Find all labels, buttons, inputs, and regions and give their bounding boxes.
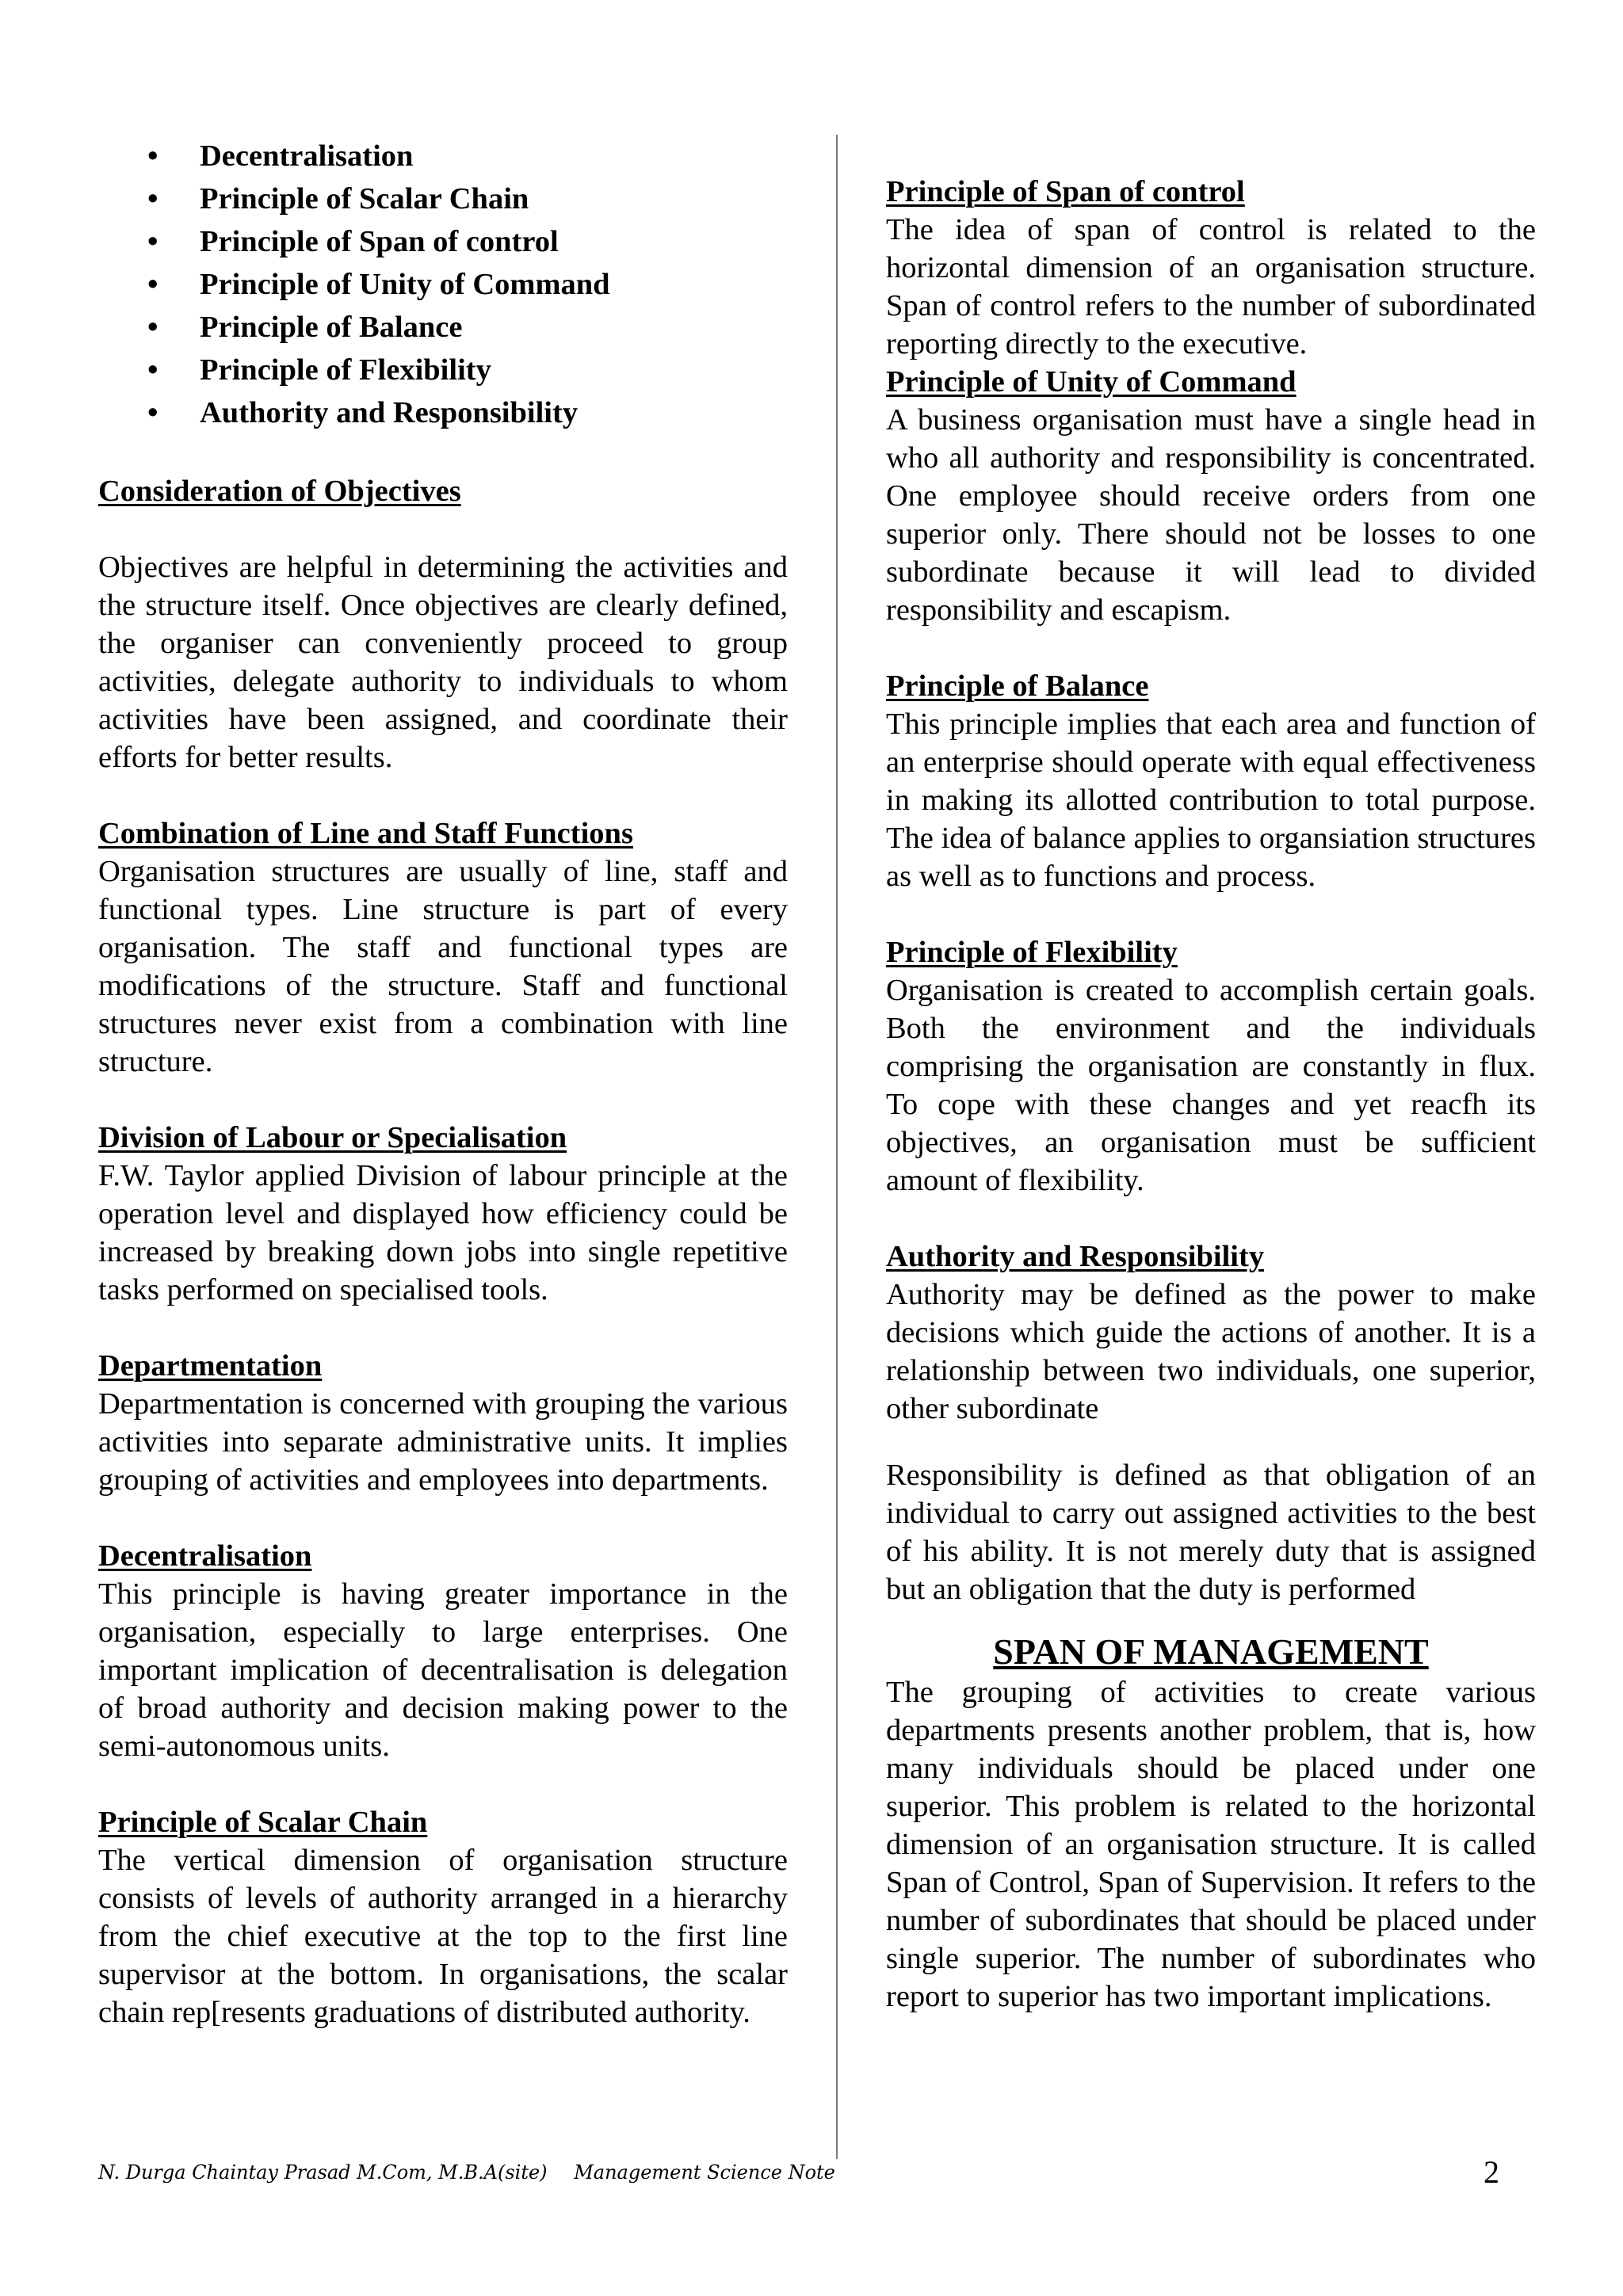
- section-body: A business organisation must have a single head in who all authority and responsibility is concentrated. One employee should receive orders from one superior only. There should not be losses to one subordinate because it will lead to divided responsibility and escapism.: [886, 403, 1536, 627]
- section-body: Organisation structures are usually of line, staff and functional types. Line structure is part of every organisation. The staff and functional types are modifications of the structure. Staff and functional structures never exist from a combination with line structure.: [98, 855, 788, 1078]
- section-body: F.W. Taylor applied Division of labour principle at the operation level and displayed how efficiency could be increased by breaking down jobs into single repetitive tasks performed on specialised tools.: [98, 1159, 788, 1306]
- section-unity-of-command: [886, 363, 1536, 629]
- section-heading: Decentralisation: [98, 1539, 312, 1573]
- section-heading: Principle of Scalar Chain: [98, 1806, 428, 1839]
- section-body: Responsibility is defined as that obligation of an individual to carry out assigned activities to the best of his ability. It is not merely duty that is assigned but an obligation that the duty is performed: [886, 1459, 1536, 1606]
- list-item: • Principle of Span of control: [98, 220, 788, 263]
- page-number: 2: [1484, 2154, 1499, 2190]
- section-heading: Consideration of Objectives: [98, 475, 461, 508]
- footer-course: Management Science Note: [574, 2161, 835, 2183]
- section-division-of-labour: [98, 1119, 788, 1309]
- column-divider: [836, 135, 838, 2159]
- section-body: Authority may be defined as the power to make decisions which guide the actions of another. It is a relationship between two individuals, one superior, other subordinate: [886, 1278, 1536, 1425]
- section-heading: Principle of Span of control: [886, 175, 1245, 208]
- left-column: [98, 135, 788, 2031]
- page-footer: [98, 2161, 856, 2183]
- section-body: This principle is having greater importance in the organisation, especially to large enterprises. One important implication of decentralisation is delegation of broad authority and decision making power to the semi-autonomous units.: [98, 1577, 788, 1763]
- section-heading: Combination of Line and Staff Functions: [98, 817, 633, 850]
- footer-author: N. Durga Chaintay Prasad M.Com, M.B.A(site): [98, 2161, 548, 2183]
- list-item: • Principle of Unity of Command: [98, 263, 788, 306]
- list-item: • Authority and Responsibility: [98, 391, 788, 434]
- section-heading: Authority and Responsibility: [886, 1240, 1265, 1273]
- section-body: Organisation is created to accomplish certain goals. Both the environment and the individuals comprising the organisation are constantly in flux. To cope with these changes and yet reacfh its objectives, an organisation must be sufficient amount of flexibility.: [886, 974, 1536, 1197]
- page-title: SPAN OF MANAGEMENT: [993, 1631, 1429, 1672]
- section-body: This principle implies that each area and function of an enterprise should operate with equal effectiveness in making its allotted contribution to total purpose. The idea of balance applies to organsiation structures as well as to functions and process.: [886, 707, 1536, 893]
- section-body: Objectives are helpful in determining the activities and the structure itself. Once objectives are clearly defined, the organiser can conveniently proceed to group activities, delegate authority to individuals to whom activities have been assigned, and coordinate their efforts for better results.: [98, 551, 788, 774]
- section-departmentation: [98, 1347, 788, 1499]
- right-column: [886, 173, 1536, 2016]
- section-heading: Principle of Balance: [886, 669, 1149, 703]
- section-body: The grouping of activities to create various departments presents another problem, that is, how many individuals should be placed under one superior. This problem is related to the horizontal dimension of an organisation structure. It is called Span of Control, Span of Supervision. It refers to the number of subordinates that should be placed under single superior. The number of subordinates who report to superior has two important implications.: [886, 1676, 1536, 2013]
- section-authority-responsibility: [886, 1238, 1536, 1608]
- section-heading: Principle of Flexibility: [886, 936, 1178, 969]
- section-body: Departmentation is concerned with grouping the various activities into separate administrative units. It implies grouping of activities and employees into departments.: [98, 1387, 788, 1497]
- section-balance: [886, 667, 1536, 895]
- section-span-of-control: [886, 173, 1536, 363]
- list-item: • Principle of Balance: [98, 306, 788, 349]
- list-item: • Principle of Flexibility: [98, 349, 788, 391]
- section-objectives: [98, 472, 788, 776]
- section-decentralisation: [98, 1537, 788, 1765]
- list-item: • Decentralisation: [98, 135, 788, 177]
- section-span-of-management: [886, 1630, 1536, 2016]
- section-body: The idea of span of control is related to the horizontal dimension of an organisation structure. Span of control refers to the number of subordinated reporting directly to the executive.: [886, 213, 1536, 360]
- section-heading: Division of Labour or Specialisation: [98, 1121, 567, 1154]
- section-body: The vertical dimension of organisation structure consists of levels of authority arranged in a hierarchy from the chief executive at the top to the first line supervisor at the bottom. In organisations, the scalar chain rep[resents graduations of distributed authority.: [98, 1844, 788, 2029]
- section-flexibility: [886, 933, 1536, 1199]
- section-scalar-chain: [98, 1803, 788, 2031]
- section-heading: Departmentation: [98, 1349, 323, 1383]
- list-item: • Principle of Scalar Chain: [98, 177, 788, 220]
- section-heading: Principle of Unity of Command: [886, 365, 1296, 399]
- section-line-staff: [98, 814, 788, 1081]
- principles-list: [98, 135, 788, 434]
